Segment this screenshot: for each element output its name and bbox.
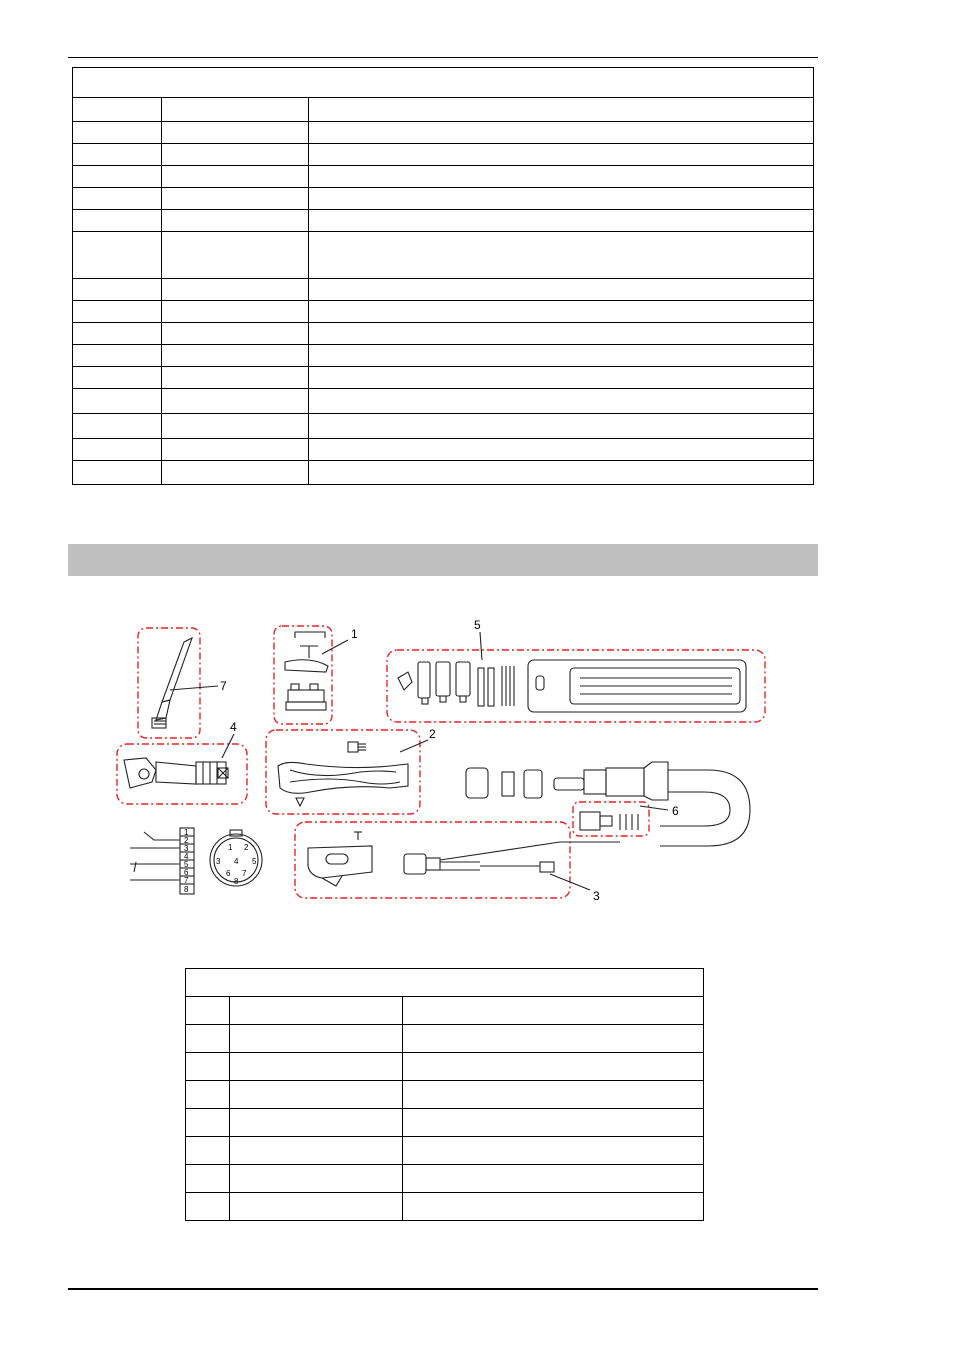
- footer-rule: [68, 1288, 818, 1290]
- pin-label: 5: [184, 860, 189, 869]
- socket-pin: 8: [234, 877, 239, 886]
- group-2-box: [266, 730, 420, 814]
- callout-4: 4: [230, 720, 237, 734]
- pin-label: 6: [184, 868, 189, 877]
- table-row: [73, 144, 814, 166]
- table-row: [73, 279, 814, 301]
- table-row: [186, 1137, 704, 1165]
- spec-table-top: [72, 67, 814, 485]
- table-row: [73, 345, 814, 367]
- table-row: [73, 439, 814, 461]
- pin-label: 1: [184, 828, 189, 837]
- table-row: [73, 232, 814, 279]
- pin-label: 2: [184, 836, 189, 845]
- torch-exploded-diagram: [100, 610, 780, 910]
- table-row: [73, 367, 814, 389]
- table-row: [73, 301, 814, 323]
- table-row: [73, 188, 814, 210]
- handle-part: [278, 740, 428, 806]
- socket-pin: 6: [226, 869, 231, 878]
- socket-pin: 4: [234, 857, 239, 866]
- table-header-row: [186, 997, 704, 1025]
- socket-pin: 3: [216, 857, 221, 866]
- table-row: [186, 1193, 704, 1221]
- torch-head-part: [124, 734, 234, 788]
- socket-pin: 1: [228, 843, 233, 852]
- table-row: [186, 1025, 704, 1053]
- clip-part: [285, 632, 348, 710]
- table-row: [73, 414, 814, 439]
- parts-table-bottom: [185, 968, 704, 1221]
- table-row: [186, 1109, 704, 1137]
- pin-label: 7: [184, 876, 189, 885]
- pin-label: 3: [184, 844, 189, 853]
- socket-pin: 2: [244, 843, 249, 852]
- callout-3: 3: [593, 889, 600, 903]
- group-1-box: [274, 626, 332, 724]
- socket-pin: 5: [252, 857, 257, 866]
- nozzle-parts: [466, 762, 668, 800]
- consumables-part: [398, 632, 746, 712]
- callout-5: 5: [474, 618, 481, 632]
- callout-1: 1: [351, 627, 358, 641]
- table-row: [73, 323, 814, 345]
- table-header-row: [73, 98, 814, 122]
- back-cap-part: [152, 638, 218, 728]
- table-row: [73, 122, 814, 144]
- connector-nut-part: [580, 806, 668, 830]
- table-row: [186, 1165, 704, 1193]
- socket-pin: 7: [242, 869, 247, 878]
- table-row: [73, 210, 814, 232]
- header-rule: [68, 57, 818, 58]
- callout-6: 6: [672, 804, 679, 818]
- section-heading-band: [68, 544, 818, 576]
- callout-7: 7: [220, 679, 227, 693]
- table-title-row: [186, 969, 704, 997]
- table-title-row: [73, 68, 814, 98]
- callout-2: 2: [429, 727, 436, 741]
- pin-label: 4: [184, 852, 189, 861]
- table-row: [186, 1081, 704, 1109]
- switch-cable-part: [308, 832, 620, 890]
- pin-label: 8: [184, 885, 189, 894]
- table-row: [73, 166, 814, 188]
- table-row: [73, 461, 814, 485]
- table-row: [186, 1053, 704, 1081]
- table-row: [73, 389, 814, 414]
